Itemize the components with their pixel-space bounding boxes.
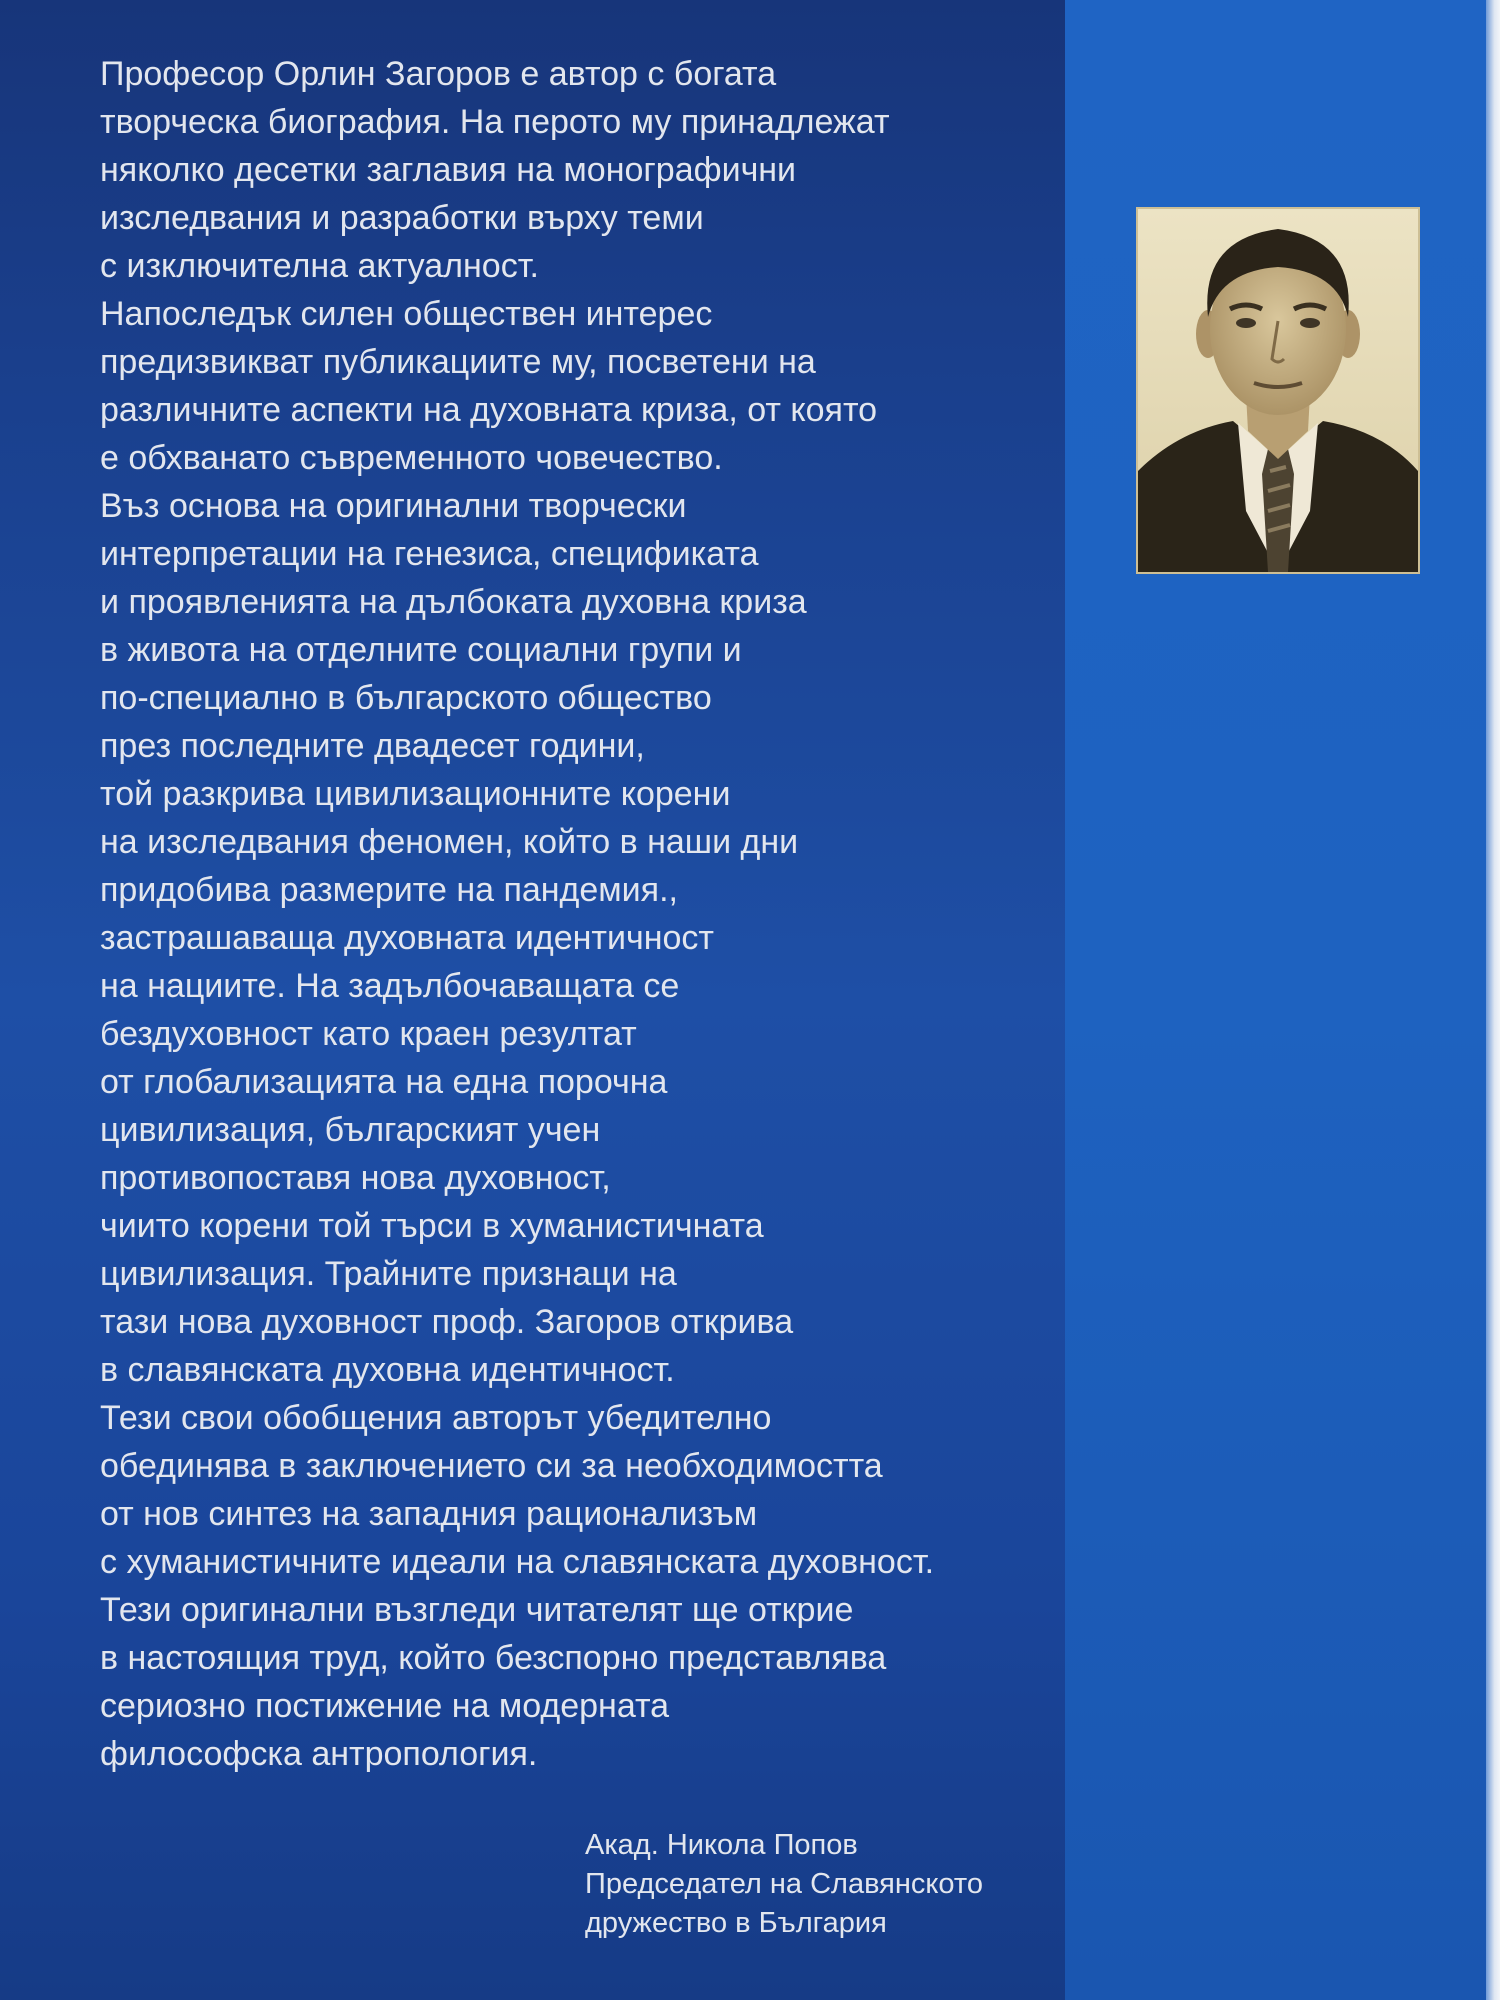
- blurb-line: в славянската духовна идентичност.: [100, 1351, 675, 1389]
- blurb-line: цивилизация, българският учен: [100, 1111, 601, 1149]
- blurb-line: противопоставя нова духовност,: [100, 1159, 611, 1197]
- author-portrait: [1136, 207, 1420, 574]
- blurb-line: Въз основа на оригинални творчески: [100, 487, 687, 525]
- blurb-line: е обхванато съвременното човечество.: [100, 439, 723, 477]
- blurb-line: изследвания и разработки върху теми: [100, 199, 704, 237]
- signature-title: Председател на Славянското: [585, 1868, 983, 1900]
- blurb-line: той разкрива цивилизационните корени: [100, 775, 731, 813]
- blurb-line: обединява в заключението си за необходимостта: [100, 1447, 883, 1485]
- blurb-line: няколко десетки заглавия на монографични: [100, 151, 797, 189]
- blurb-line: Професор Орлин Загоров е автор с богата: [100, 55, 777, 93]
- blurb-line: придобива размерите на пандемия.,: [100, 871, 678, 909]
- blurb-line: в живота на отделните социални групи и: [100, 631, 742, 669]
- blurb-line: застрашаваща духовната идентичност: [100, 919, 714, 957]
- blurb-line: интерпретации на генезиса, спецификата: [100, 535, 759, 573]
- signature-name: Акад. Никола Попов: [585, 1829, 858, 1861]
- blurb-line: с хуманистичните идеали на славянската духовност.: [100, 1543, 935, 1581]
- blurb-line: с изключителна актуалност.: [100, 247, 539, 285]
- blurb-line: бездуховност като краен резултат: [100, 1015, 637, 1053]
- blurb-line: творческа биография. На перото му принадлежат: [100, 103, 890, 141]
- person-portrait-icon: [1138, 209, 1418, 572]
- blurb-line: през последните двадесет години,: [100, 727, 645, 765]
- author-blurb: [100, 50, 1050, 1778]
- blurb-line: Тези оригинални възгледи читателят ще открие: [100, 1591, 854, 1629]
- blurb-line: философска антропология.: [100, 1735, 538, 1773]
- blurb-line: предизвикват публикациите му, посветени на: [100, 343, 816, 381]
- signature-block: [585, 1826, 983, 1943]
- blurb-line: различните аспекти на духовната криза, от която: [100, 391, 878, 429]
- blurb-line: в настоящия труд, който безспорно представлява: [100, 1639, 887, 1677]
- blurb-line: Напоследък силен обществен интерес: [100, 295, 713, 333]
- blurb-line: тази нова духовност проф. Загоров открива: [100, 1303, 794, 1341]
- signature-title: дружество в България: [585, 1907, 887, 1939]
- blurb-line: от нов синтез на западния рационализъм: [100, 1495, 758, 1533]
- blurb-line: цивилизация. Трайните признаци на: [100, 1255, 677, 1293]
- blurb-line: на изследвания феномен, който в наши дни: [100, 823, 799, 861]
- blurb-line: чиито корени той търси в хуманистичната: [100, 1207, 764, 1245]
- blurb-line: и проявленията на дълбоката духовна криза: [100, 583, 807, 621]
- blurb-line: от глобализацията на една порочна: [100, 1063, 668, 1101]
- blurb-line: по-специално в българското общество: [100, 679, 712, 717]
- blurb-line: на нациите. На задълбочаващата се: [100, 967, 680, 1005]
- blurb-line: Тези свои обобщения авторът убедително: [100, 1399, 772, 1437]
- paper-edge: [1486, 0, 1500, 2000]
- blurb-line: сериозно постижение на модерната: [100, 1687, 670, 1725]
